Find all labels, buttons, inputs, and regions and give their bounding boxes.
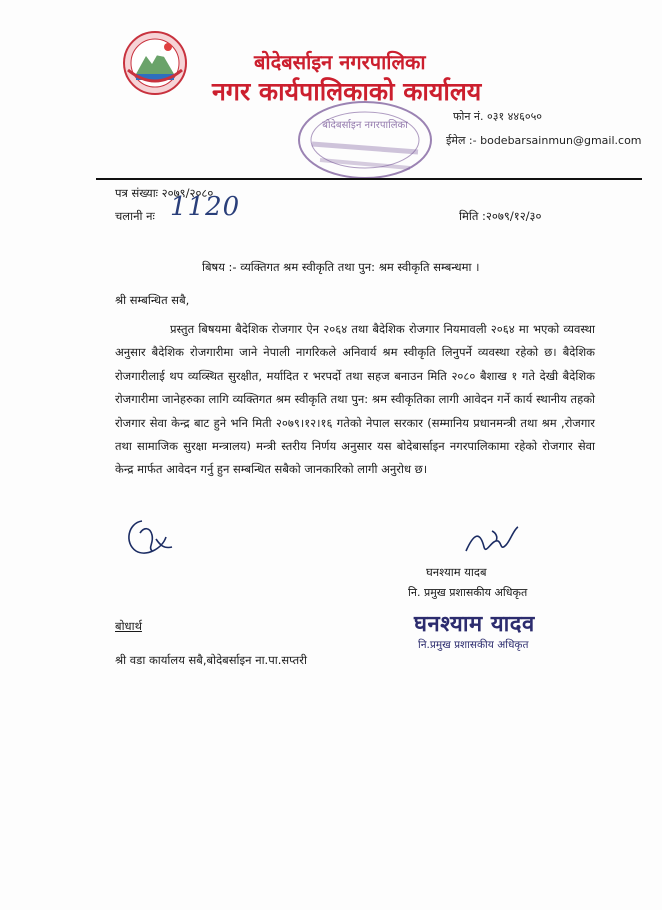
signature-icon [462, 521, 522, 563]
letter-date: मिति :२०७९/१२/३० [459, 209, 542, 223]
municipality-name: बोदेबर्साइन नगरपालिका [254, 50, 426, 74]
signer-title: नि. प्रमुख प्रशासकीय अधिकृत [408, 586, 528, 599]
cc-heading: बोधार्थ [115, 619, 142, 633]
municipality-emblem-icon [122, 30, 188, 96]
phone-number: फोन नं. ०३१ ४४६०५० [453, 110, 543, 123]
seal-signer-title: नि.प्रमुख प्रशासकीय अधिकृत [418, 639, 529, 651]
email-address: ईमेल :- bodebarsainmun@gmail.com [446, 134, 642, 147]
chalani-number: 1120 [170, 192, 241, 222]
seal-signer-name: घनश्याम यादव [414, 612, 535, 637]
cc-recipient: श्री वडा कार्यालय सबै,बोदेबर्साइन ना.पा.सप्तरी [115, 653, 307, 667]
body-paragraph: प्रस्तुत बिषयमा बैदेशिक रोजगार ऐन २०६४ तथा बैदेशिक रोजगार नियमावली २०६४ मा भएको व्यवस्था अनुसार बैदेशिक रोजगारीमा जाने नेपाली नागरिकले अनिवार्य श्रम स्वीकृति लिनुपर्ने व्यवस्था रहेको छ। बैदेशिक रोजगारीलाई थप व्यव्स्थित सुरक्षीत, मर्यादित र भरपर्दो तथा सहज बनाउन मिति २०८० बैशाख १ गते देखी बैदेशिक रोजगारीमा जानेहरुका लागि व्यक्तिगत श्रम स्वीकृति तथा पुन: श्रम स्वीकृतिका लागी आवेदन गर्ने कार्य स्थानीय तहको रोजगार सेवा केन्द्र बाट हुने भनि मिती २०७९।१२।१६ गतेको नेपाल सरकार (सम्मानिय प्रधानमन्त्री तथा श्रम ,रोजगार तथा सामाजिक सुरक्षा मन्त्रालय) मन्त्री स्तरीय निर्णय अनुसार यस बोदेबार्साइन नगरपालिकामा रहेको रोजगार सेवा केन्द्र मार्फत आवेदन गर्नु हुन सम्बन्धित सबैको जानकारिको लागी अनुरोध छ। [115, 322, 595, 477]
office-stamp-icon [290, 98, 440, 188]
stamp-text: बोदेबर्साइन नगरपालिका [322, 120, 408, 131]
chalani-label: चलानी नः [115, 209, 155, 223]
header-rule [96, 178, 642, 180]
patra-sankhya: पत्र संख्याः २०७९/२०८० [115, 186, 214, 200]
signer-name: घनश्याम यादब [426, 565, 487, 579]
subject-line: बिषय :- व्यक्तिगत श्रम स्वीकृति तथा पुन: श्रम स्वीकृति सम्बन्धमा । [202, 260, 480, 274]
initials-signature-icon [122, 515, 178, 560]
salutation: श्री सम्बन्धित सबै, [115, 293, 190, 307]
office-name: नगर कार्यपालिकाको कार्यालय [212, 77, 482, 106]
